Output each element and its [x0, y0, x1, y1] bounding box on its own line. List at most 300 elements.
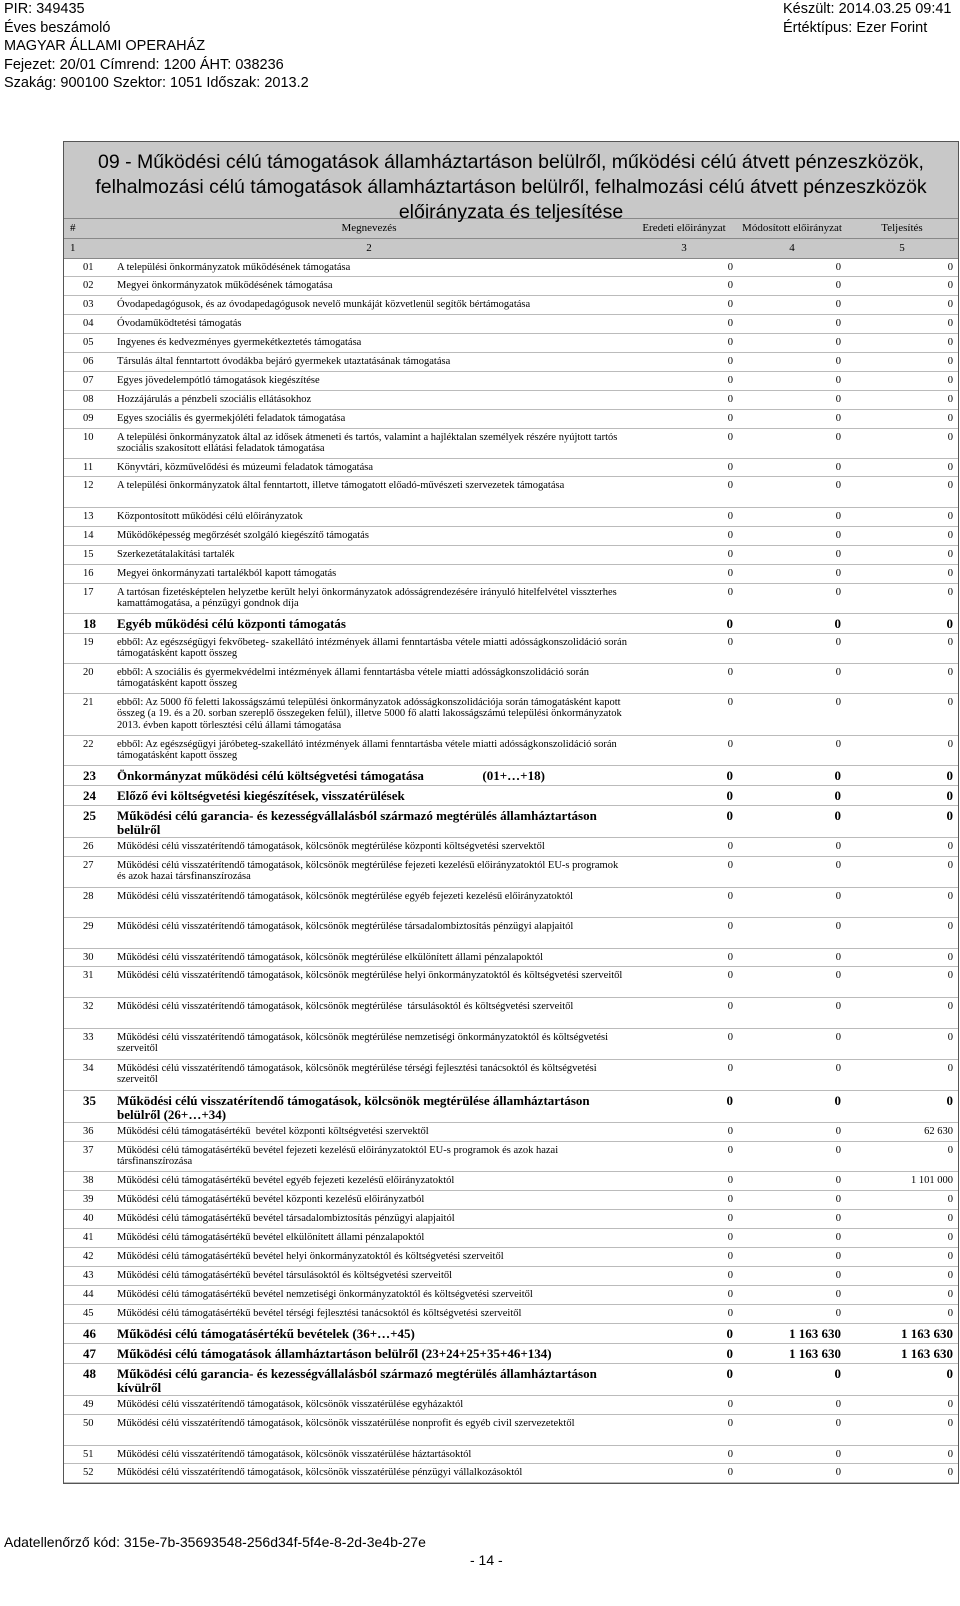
actual-value: 0 — [947, 432, 953, 443]
actual-value: 0 — [947, 1063, 953, 1074]
row-name: Működési célú visszatérítendő támogatások, kölcsönök megtérülése nemzetiségi önkormányzatoktól és költségvetési szerveitől — [117, 1032, 611, 1055]
table-row — [64, 1229, 958, 1248]
row-name: Működési célú visszatérítendő támogatások, kölcsönök visszatérülése nonprofit és egyéb civil szervezetektől — [117, 1418, 575, 1429]
table-row — [64, 918, 958, 949]
actual-value: 0 — [947, 1270, 953, 1281]
row-number: 12 — [83, 480, 94, 491]
modified-value: 0 — [835, 891, 841, 902]
actual-value: 0 — [947, 413, 953, 424]
row-number: 38 — [83, 1175, 94, 1186]
header-line: MAGYAR ÁLLAMI OPERAHÁZ — [4, 38, 206, 55]
actual-value: 0 — [947, 921, 953, 932]
row-name: Működőképesség megőrzését szolgáló kiegészítő támogatás — [117, 530, 369, 541]
modified-value: 0 — [835, 530, 841, 541]
row-name: Működési célú garancia- és kezességvállalásból származó megtérülés államháztartáson kívülről — [117, 1366, 601, 1395]
col-number: 1 — [70, 242, 76, 254]
original-value: 0 — [727, 1063, 733, 1074]
row-name: Egyes szociális és gyermekjóléti feladatok támogatása — [117, 413, 346, 424]
original-value: 0 — [727, 739, 733, 750]
table-row — [64, 459, 958, 477]
modified-value: 0 — [835, 280, 841, 291]
table-row — [64, 736, 958, 766]
actual-value: 0 — [947, 1032, 953, 1043]
row-name: Ingyenes és kedvezményes gyermekétkeztetés támogatása — [117, 337, 362, 348]
row-number: 03 — [83, 299, 94, 310]
original-value: 0 — [727, 462, 733, 473]
original-value: 0 — [727, 587, 733, 598]
table-row — [64, 508, 958, 527]
row-name: Megyei önkormányzatok működésének támogatása — [117, 280, 333, 291]
row-number: 13 — [83, 511, 94, 522]
row-name: Könyvtári, közművelődési és múzeumi feladatok támogatása — [117, 462, 374, 473]
report-header-right — [783, 0, 952, 37]
row-number: 24 — [83, 788, 96, 803]
report-header-left — [4, 0, 309, 93]
row-name: Működési célú visszatérítendő támogatások, kölcsönök megtérülése államháztartáson belülről (26+…+34) — [117, 1093, 593, 1122]
modified-value: 0 — [835, 1467, 841, 1478]
table-row — [64, 259, 958, 277]
table-row — [64, 584, 958, 614]
table-row — [64, 429, 958, 459]
actual-value: 0 — [947, 568, 953, 579]
row-number: 20 — [83, 667, 94, 678]
actual-value: 0 — [947, 637, 953, 648]
table-row — [64, 1123, 958, 1142]
modified-value: 0 — [835, 970, 841, 981]
modified-value: 0 — [835, 1194, 841, 1205]
col-number: 2 — [366, 242, 372, 254]
actual-value: 0 — [947, 394, 953, 405]
table-row — [64, 838, 958, 857]
table-row — [64, 334, 958, 353]
modified-value: 0 — [835, 1270, 841, 1281]
row-number: 37 — [83, 1145, 94, 1156]
actual-value: 0 — [947, 337, 953, 348]
original-value: 0 — [727, 1001, 733, 1012]
original-value: 0 — [727, 1449, 733, 1460]
original-value: 0 — [727, 432, 733, 443]
actual-value: 0 — [947, 280, 953, 291]
original-value: 0 — [727, 375, 733, 386]
modified-value: 0 — [835, 637, 841, 648]
col-number: 4 — [789, 242, 795, 254]
original-value: 0 — [727, 280, 733, 291]
table-row — [64, 998, 958, 1029]
table-row — [64, 1267, 958, 1286]
table-row — [64, 1248, 958, 1267]
actual-value: 0 — [947, 1467, 953, 1478]
actual-value: 0 — [947, 356, 953, 367]
original-value: 0 — [727, 841, 733, 852]
row-number: 46 — [83, 1326, 96, 1341]
original-value: 0 — [727, 1289, 733, 1300]
actual-value: 0 — [947, 1194, 953, 1205]
col-number: 5 — [899, 242, 905, 254]
table-row — [64, 614, 958, 634]
row-number: 28 — [83, 891, 94, 902]
row-number: 34 — [83, 1063, 94, 1074]
modified-value: 0 — [835, 1032, 841, 1043]
row-number: 49 — [83, 1399, 94, 1410]
original-value: 0 — [726, 1326, 733, 1341]
col-header-name: Megnevezés — [341, 222, 397, 234]
original-value: 0 — [726, 616, 733, 631]
modified-value: 0 — [835, 1126, 841, 1137]
modified-value: 0 — [835, 1145, 841, 1156]
col-header-modified: Módosított előirányzat — [742, 222, 842, 234]
row-name: Működési célú támogatásértékű bevétel társadalombiztosítás pénzügyi alapjaitól — [117, 1213, 455, 1224]
table-row — [64, 888, 958, 918]
original-value: 0 — [727, 1467, 733, 1478]
actual-value: 0 — [947, 1308, 953, 1319]
table-row — [64, 410, 958, 429]
row-name: A települési önkormányzatok működésének támogatása — [117, 262, 351, 273]
modified-value: 0 — [834, 1366, 841, 1381]
table-body — [64, 259, 958, 1483]
row-number: 21 — [83, 697, 94, 708]
table-row — [64, 634, 958, 664]
row-name: ebből: Az 5000 fő feletti lakosságszámú települési önkormányzatok adósságkonszolidációja során támogatásként kapott összeg (a 19. és a 20. sorban szereplő összegeken felül), illetve 5000 fő alatti lakosságszámú települési önkormányzatok 2013. évben kapott törlesztési célú állami támogatása — [117, 697, 625, 731]
col-header-actual: Teljesítés — [881, 222, 923, 234]
table-header — [64, 219, 958, 239]
original-value: 0 — [727, 1145, 733, 1156]
table-row — [64, 527, 958, 546]
table-row — [64, 967, 958, 998]
modified-value: 0 — [834, 616, 841, 631]
row-name: Működési célú visszatérítendő támogatások, kölcsönök visszatérülése egyházaktól — [117, 1399, 464, 1410]
row-name: Működési célú visszatérítendő támogatások, kölcsönök visszatérülése pénzügyi vállalkozásoktól — [117, 1467, 523, 1478]
actual-value: 0 — [947, 952, 953, 963]
row-name: Működési célú támogatásértékű bevétel társulásoktól és költségvetési szerveitől — [117, 1270, 453, 1281]
row-name: Működési célú visszatérítendő támogatások, kölcsönök megtérülése társadalombiztosítás pénzügyi alapjaitól — [117, 921, 574, 932]
row-number: 22 — [83, 739, 94, 750]
modified-value: 0 — [835, 432, 841, 443]
row-name: Működési célú garancia- és kezességvállalásból származó megtérülés államháztartáson belülről — [117, 808, 601, 837]
row-name: Működési célú támogatásértékű bevétel központi kezelésű előirányzatból — [117, 1194, 425, 1205]
col-number: 3 — [681, 242, 687, 254]
modified-value: 0 — [835, 1449, 841, 1460]
actual-value: 0 — [947, 587, 953, 598]
modified-value: 0 — [835, 587, 841, 598]
actual-value: 0 — [947, 299, 953, 310]
original-value: 0 — [727, 1175, 733, 1186]
modified-value: 0 — [835, 413, 841, 424]
modified-value: 0 — [835, 1289, 841, 1300]
header-created: Készült: 2014.03.25 09:41 — [783, 1, 952, 17]
row-number: 31 — [83, 970, 94, 981]
actual-value: 0 — [947, 739, 953, 750]
actual-value: 0 — [947, 549, 953, 560]
modified-value: 0 — [834, 768, 841, 783]
original-value: 0 — [726, 1366, 733, 1381]
original-value: 0 — [726, 1093, 733, 1108]
actual-value: 0 — [947, 970, 953, 981]
original-value: 0 — [727, 952, 733, 963]
row-name: Hozzájárulás a pénzbeli szociális ellátásokhoz — [117, 394, 312, 405]
modified-value: 0 — [835, 318, 841, 329]
table-row — [64, 565, 958, 584]
row-number: 48 — [83, 1366, 96, 1381]
table-row — [64, 1446, 958, 1464]
row-name: Társulás által fenntartott óvodákba bejáró gyermekek utaztatásának támogatása — [117, 356, 451, 367]
table-row — [64, 664, 958, 694]
table-row — [64, 766, 958, 786]
original-value: 0 — [727, 891, 733, 902]
row-name: Megyei önkormányzati tartalékból kapott támogatás — [117, 568, 337, 579]
original-value: 0 — [727, 262, 733, 273]
modified-value: 1 163 630 — [789, 1326, 841, 1341]
modified-value: 0 — [835, 860, 841, 871]
actual-value: 0 — [947, 318, 953, 329]
row-name: Óvodapedagógusok, és az óvodapedagógusok nevelő munkáját közvetlenül segítők bértámogatása — [117, 299, 531, 310]
modified-value: 0 — [835, 568, 841, 579]
header-value-type: Értéktípus: Ezer Forint — [783, 19, 928, 36]
row-name: Működési célú visszatérítendő támogatások, kölcsönök megtérülése központi költségvetési szervektől — [117, 841, 545, 852]
actual-value: 0 — [947, 1251, 953, 1262]
actual-value: 0 — [946, 1366, 953, 1381]
table-row — [64, 1029, 958, 1060]
row-number: 43 — [83, 1270, 94, 1281]
original-value: 0 — [727, 921, 733, 932]
row-number: 44 — [83, 1289, 94, 1300]
original-value: 0 — [727, 337, 733, 348]
actual-value: 0 — [947, 841, 953, 852]
modified-value: 0 — [835, 394, 841, 405]
modified-value: 0 — [835, 1175, 841, 1186]
report-table — [63, 141, 959, 1484]
actual-value: 0 — [947, 530, 953, 541]
row-number: 41 — [83, 1232, 94, 1243]
row-name: ebből: Az egészségügyi fekvőbeteg- szakellátó intézmények állami fenntartásba vétele miatti adósságkonszolidáció során támogatásként kapott összeg — [117, 637, 630, 660]
original-value: 0 — [727, 568, 733, 579]
modified-value: 0 — [835, 299, 841, 310]
row-name: ebből: A szociális és gyermekvédelmi intézmények állami fenntartásba vétele miatti adósságkonszolidáció során támogatásként kapott összeg — [117, 667, 592, 690]
row-name: Működési célú visszatérítendő támogatások, kölcsönök megtérülése társulásoktól és költségvetési szerveitől — [117, 1001, 574, 1012]
row-number: 07 — [83, 375, 94, 386]
modified-value: 0 — [835, 375, 841, 386]
row-number: 32 — [83, 1001, 94, 1012]
original-value: 0 — [727, 318, 733, 329]
table-row — [64, 1324, 958, 1344]
original-value: 0 — [726, 808, 733, 823]
modified-value: 0 — [835, 1308, 841, 1319]
actual-value: 1 163 630 — [901, 1326, 953, 1341]
actual-value: 0 — [947, 667, 953, 678]
row-number: 23 — [83, 768, 96, 783]
row-number: 40 — [83, 1213, 94, 1224]
row-number: 04 — [83, 318, 94, 329]
row-number: 25 — [83, 808, 96, 823]
row-number: 09 — [83, 413, 94, 424]
actual-value: 0 — [947, 480, 953, 491]
row-number: 17 — [83, 587, 94, 598]
col-header-original: Eredeti előirányzat — [642, 222, 726, 234]
table-row — [64, 1464, 958, 1483]
table-row — [64, 786, 958, 806]
table-row — [64, 1364, 958, 1396]
table-row — [64, 477, 958, 508]
modified-value: 0 — [834, 808, 841, 823]
table-row — [64, 372, 958, 391]
row-number: 45 — [83, 1308, 94, 1319]
original-value: 0 — [727, 549, 733, 560]
row-name: Működési célú támogatásértékű bevétel térségi fejlesztési tanácsoktól és költségvetési szerveitől — [117, 1308, 522, 1319]
row-number: 08 — [83, 394, 94, 405]
row-name: Működési célú támogatásértékű bevételek (36+…+45) — [117, 1326, 415, 1341]
original-value: 0 — [726, 1346, 733, 1361]
row-number: 15 — [83, 549, 94, 560]
modified-value: 0 — [835, 697, 841, 708]
original-value: 0 — [727, 480, 733, 491]
row-number: 39 — [83, 1194, 94, 1205]
row-name: Működési célú támogatásértékű bevétel nemzetiségi önkormányzatoktól és költségvetési szerveitől — [117, 1289, 533, 1300]
actual-value: 0 — [947, 860, 953, 871]
original-value: 0 — [727, 1194, 733, 1205]
original-value: 0 — [727, 697, 733, 708]
actual-value: 0 — [946, 1093, 953, 1108]
modified-value: 0 — [835, 739, 841, 750]
table-row — [64, 1142, 958, 1172]
actual-value: 0 — [947, 375, 953, 386]
actual-value: 0 — [946, 788, 953, 803]
row-name: Működési célú támogatásértékű bevétel helyi önkormányzatoktól és költségvetési szerveitől — [117, 1251, 504, 1262]
row-number: 02 — [83, 280, 94, 291]
row-name: Szerkezetátalakítási tartalék — [117, 549, 235, 560]
actual-value: 0 — [947, 1399, 953, 1410]
original-value: 0 — [727, 637, 733, 648]
original-value: 0 — [727, 970, 733, 981]
original-value: 0 — [726, 788, 733, 803]
row-name: Egyes jövedelempótló támogatások kiegészítése — [117, 375, 320, 386]
modified-value: 0 — [835, 549, 841, 560]
table-row — [64, 857, 958, 888]
modified-value: 0 — [835, 511, 841, 522]
modified-value: 1 163 630 — [789, 1346, 841, 1361]
actual-value: 0 — [947, 262, 953, 273]
original-value: 0 — [727, 1418, 733, 1429]
modified-value: 0 — [835, 1001, 841, 1012]
actual-value: 0 — [947, 1213, 953, 1224]
modified-value: 0 — [835, 921, 841, 932]
row-name: Központosított működési célú előirányzatok — [117, 511, 303, 522]
row-number: 01 — [83, 262, 94, 273]
modified-value: 0 — [835, 667, 841, 678]
actual-value: 0 — [947, 511, 953, 522]
header-line: PIR: 349435 — [4, 1, 85, 17]
col-header-number: # — [70, 222, 76, 234]
actual-value: 0 — [947, 462, 953, 473]
original-value: 0 — [727, 860, 733, 871]
row-number: 30 — [83, 952, 94, 963]
row-name: Óvodaműködtetési támogatás — [117, 318, 242, 329]
table-row — [64, 1396, 958, 1415]
table-row — [64, 1172, 958, 1191]
table-row — [64, 1060, 958, 1091]
original-value: 0 — [727, 394, 733, 405]
original-value: 0 — [726, 768, 733, 783]
modified-value: 0 — [835, 1232, 841, 1243]
row-name: Működési célú visszatérítendő támogatások, kölcsönök megtérülése fejezeti kezelésű előirányzatoktól EU-s programok és azok hazai társfinanszírozása — [117, 860, 621, 883]
modified-value: 0 — [835, 1251, 841, 1262]
table-row — [64, 1344, 958, 1364]
original-value: 0 — [727, 1270, 733, 1281]
row-name: Előző évi költségvetési kiegészítések, visszatérülések — [117, 788, 405, 803]
table-row — [64, 296, 958, 315]
row-number: 16 — [83, 568, 94, 579]
modified-value: 0 — [834, 788, 841, 803]
row-number: 47 — [83, 1346, 96, 1361]
table-row — [64, 1191, 958, 1210]
header-line: Éves beszámoló — [4, 19, 111, 36]
actual-value: 0 — [947, 1232, 953, 1243]
row-name: ebből: Az egészségügyi járóbeteg-szakellátó intézmények állami fenntartásba vétele miatti adósságkonszolidáció során támogatásként kapott összeg — [117, 739, 620, 762]
original-value: 0 — [727, 1308, 733, 1319]
column-number-row — [64, 239, 958, 259]
table-row — [64, 277, 958, 296]
page-number: - 14 - — [470, 1552, 503, 1568]
original-value: 0 — [727, 1032, 733, 1043]
table-title: 09 - Működési célú támogatások államháztartáson belülről, működési célú átvett pénzeszközök, felhalmozási célú támogatások államháztartáson belülről, felhalmozási célú átvett pénzeszközök előirányzata és teljesítése — [64, 142, 958, 219]
modified-value: 0 — [835, 952, 841, 963]
row-name: Működési célú támogatásértékű bevétel elkülönített állami pénzalapoktól — [117, 1232, 425, 1243]
actual-value: 0 — [947, 1289, 953, 1300]
row-number: 36 — [83, 1126, 94, 1137]
row-number: 26 — [83, 841, 94, 852]
row-number: 14 — [83, 530, 94, 541]
row-number: 19 — [83, 637, 94, 648]
row-name: Működési célú támogatások államháztartáson belülről (23+24+25+35+46+134) — [117, 1346, 552, 1361]
original-value: 0 — [727, 1232, 733, 1243]
original-value: 0 — [727, 1251, 733, 1262]
modified-value: 0 — [834, 1093, 841, 1108]
modified-value: 0 — [835, 337, 841, 348]
table-row — [64, 1091, 958, 1123]
actual-value: 1 163 630 — [901, 1346, 953, 1361]
table-row — [64, 546, 958, 565]
row-number: 52 — [83, 1467, 94, 1478]
modified-value: 0 — [835, 841, 841, 852]
table-row — [64, 1415, 958, 1446]
validation-code: Adatellenőrző kód: 315e-7b-35693548-256d34f-5f4e-8-2d-3e4b-27e — [4, 1534, 426, 1550]
table-row — [64, 1305, 958, 1324]
row-name: A települési önkormányzatok által az idősek átmeneti és tartós, valamint a hajléktalan személyek részére nyújtott tartós szociális szakosított ellátási feladatok támogatása — [117, 432, 620, 455]
original-value: 0 — [727, 1126, 733, 1137]
row-number: 10 — [83, 432, 94, 443]
original-value: 0 — [727, 413, 733, 424]
header-line: Fejezet: 20/01 Címrend: 1200 ÁHT: 038236 — [4, 56, 284, 73]
table-row — [64, 315, 958, 334]
modified-value: 0 — [835, 356, 841, 367]
table-row — [64, 391, 958, 410]
modified-value: 0 — [835, 1063, 841, 1074]
row-name: Működési célú visszatérítendő támogatások, kölcsönök megtérülése helyi önkormányzatoktól és költségvetési szerveitől — [117, 970, 623, 981]
row-name: Egyéb működési célú központi támogatás — [117, 616, 346, 631]
actual-value: 0 — [946, 768, 953, 783]
row-number: 42 — [83, 1251, 94, 1262]
table-row — [64, 694, 958, 736]
original-value: 0 — [727, 511, 733, 522]
original-value: 0 — [727, 1213, 733, 1224]
row-name: Működési célú visszatérítendő támogatások, kölcsönök megtérülése egyéb fejezeti kezelésű előirányzatoktól — [117, 891, 574, 902]
row-name: Működési célú visszatérítendő támogatások, kölcsönök megtérülése elkülönített állami pénzalapoktól — [117, 952, 544, 963]
row-name: Működési célú támogatásértékű bevétel fejezeti kezelésű előirányzatoktól EU-s programok és azok hazai társfinanszírozása — [117, 1145, 561, 1168]
table-row — [64, 949, 958, 967]
modified-value: 0 — [835, 1418, 841, 1429]
actual-value: 0 — [947, 1449, 953, 1460]
row-number: 05 — [83, 337, 94, 348]
actual-value: 0 — [947, 1001, 953, 1012]
table-row — [64, 353, 958, 372]
